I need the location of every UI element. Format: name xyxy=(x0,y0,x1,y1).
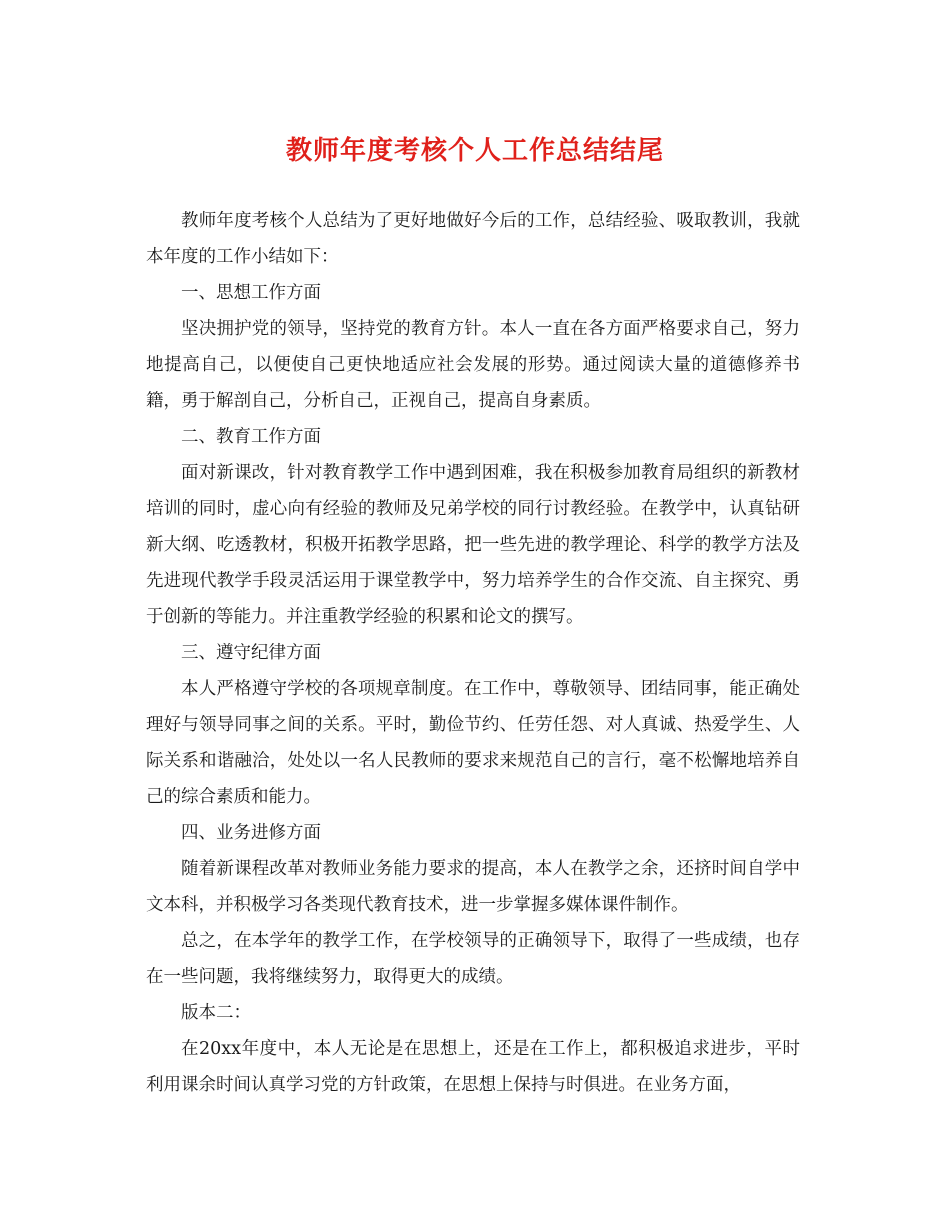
paragraph-conclusion: 总之，在本学年的教学工作，在学校领导的正确领导下，取得了一些成绩，也存在一些问题，我将继续努力，取得更大的成绩。 xyxy=(146,931,800,987)
version-two-heading: 版本二： xyxy=(181,1003,251,1023)
paragraph-intro: 教师年度考核个人总结为了更好地做好今后的工作，总结经验、吸取教训，我就本年度的工作小结如下： xyxy=(146,211,800,267)
paragraph-version-two: 在20xx年度中，本人无论是在思想上，还是在工作上，都积极追求进步，平时利用课余时间认真学习党的方针政策，在思想上保持与时俱进。在业务方面， xyxy=(146,1039,800,1095)
section-heading-education: 二、教育工作方面 xyxy=(181,427,321,447)
section-heading-discipline: 三、遵守纪律方面 xyxy=(181,643,321,663)
paragraph-study: 随着新课程改革对教师业务能力要求的提高，本人在教学之余，还挤时间自学中文本科，并积极学习各类现代教育技术，进一步掌握多媒体课件制作。 xyxy=(146,859,800,915)
document-body xyxy=(146,203,800,1103)
paragraph-education: 面对新课改，针对教育教学工作中遇到困难，我在积极参加教育局组织的新教材培训的同时，虚心向有经验的教师及兄弟学校的同行讨教经验。在教学中，认真钻研新大纲、吃透教材，积极开拓教学思路，把一些先进的教学理论、科学的教学方法及先进现代教学手段灵活运用于课堂教学中，努力培养学生的合作交流、自主探究、勇于创新的等能力。并注重教学经验的积累和论文的撰写。 xyxy=(146,463,800,627)
document-title: 教师年度考核个人工作总结结尾 xyxy=(285,136,664,166)
section-heading-study: 四、业务进修方面 xyxy=(181,823,321,843)
paragraph-thought: 坚决拥护党的领导，坚持党的教育方针。本人一直在各方面严格要求自己，努力地提高自己，以便使自己更快地适应社会发展的形势。通过阅读大量的道德修养书籍，勇于解剖自己，分析自己，正视自己，提高自身素质。 xyxy=(146,319,800,411)
section-heading-thought: 一、思想工作方面 xyxy=(181,283,321,303)
paragraph-discipline: 本人严格遵守学校的各项规章制度。在工作中，尊敬领导、团结同事，能正确处理好与领导同事之间的关系。平时，勤俭节约、任劳任怨、对人真诚、热爱学生、人际关系和谐融洽，处处以一名人民教师的要求来规范自己的言行，毫不松懈地培养自己的综合素质和能力。 xyxy=(146,679,800,807)
